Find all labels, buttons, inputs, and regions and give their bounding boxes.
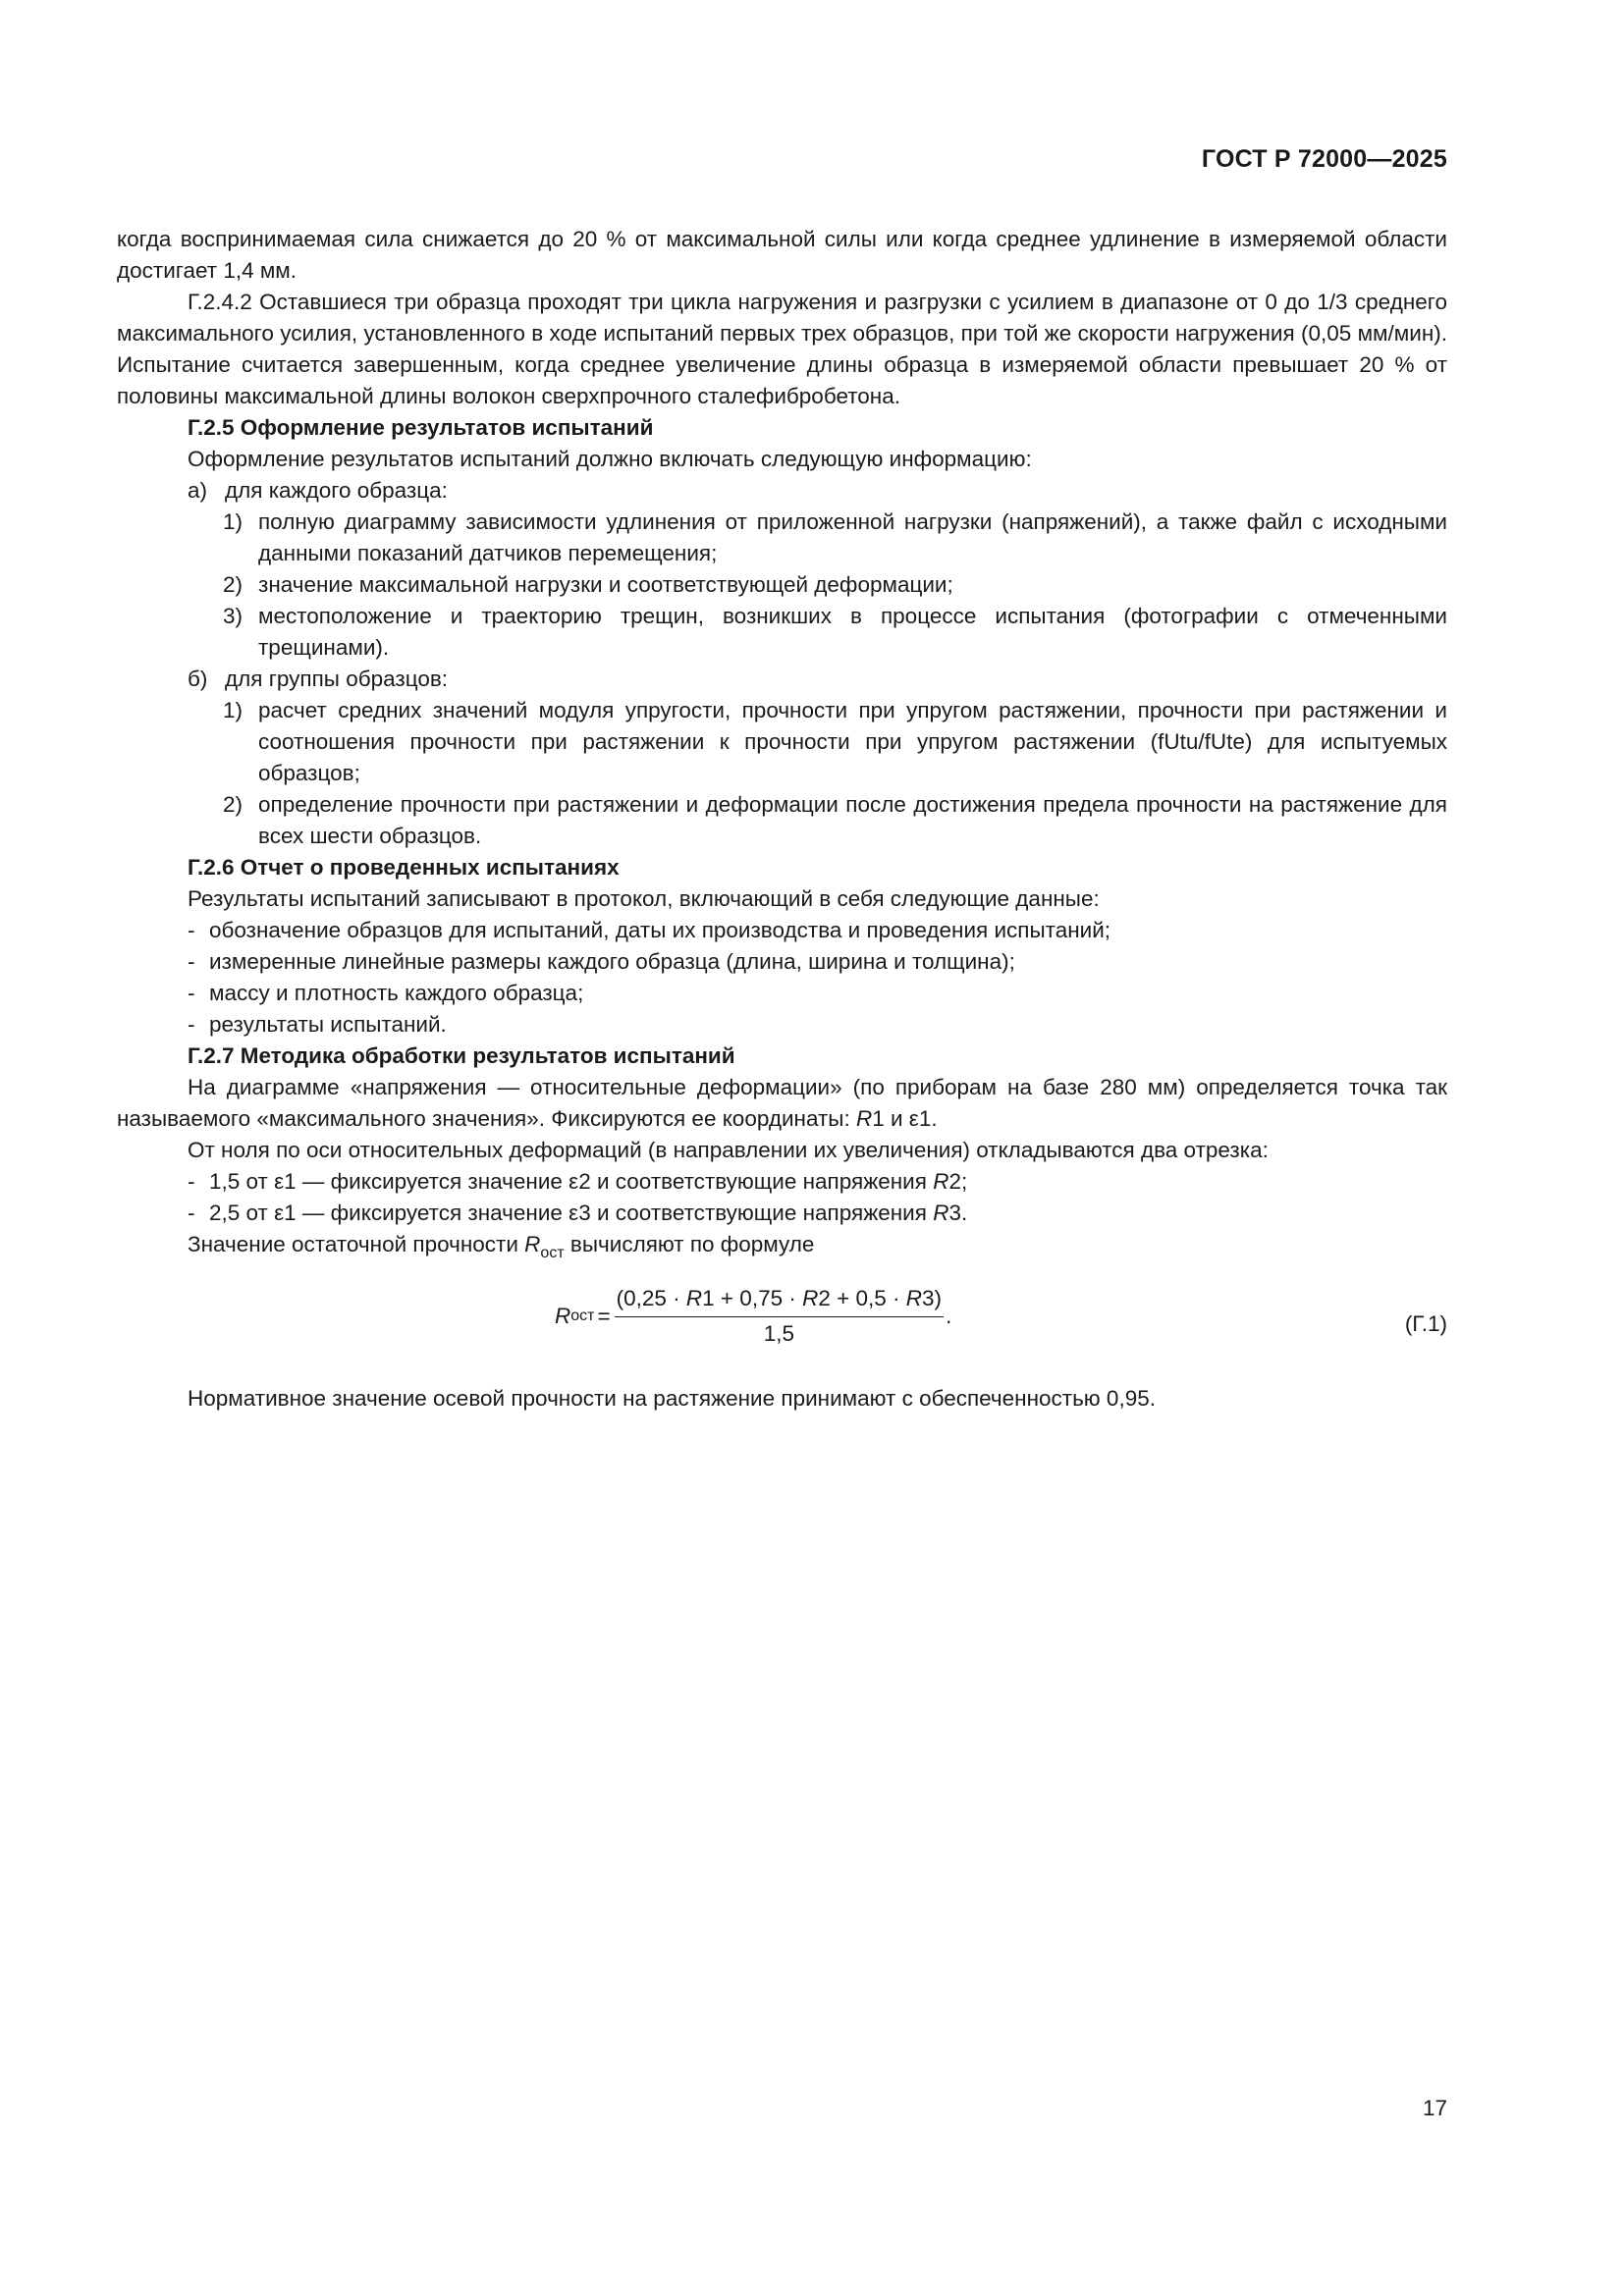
paragraph-g27-3 — [117, 1229, 1447, 1269]
list-a — [117, 475, 1447, 664]
formula-denominator: 1,5 — [763, 1321, 794, 1346]
text-run: 2; — [948, 1169, 968, 1194]
list-marker: а) — [188, 478, 208, 503]
heading-g27: Г.2.7 Методика обработки результатов испытаний — [188, 1043, 735, 1068]
symbol-r: R — [933, 1169, 949, 1194]
list-item — [117, 601, 1447, 664]
list-item — [117, 475, 1447, 507]
text-run: 3. — [948, 1201, 968, 1225]
list-item-text: обозначение образцов для испытаний, даты их производства и проведения испытаний; — [209, 918, 1111, 942]
formula-equals: = — [597, 1304, 611, 1328]
list-marker: 2) — [223, 572, 244, 597]
text-run: На диаграмме «напряжения — относительные деформации» (по приборам на базе 280 мм) определяется точка так называемого «максимального значения». Фиксируются ее координаты: — [117, 1075, 1447, 1131]
dash-marker: - — [188, 1169, 195, 1194]
symbol-r: R — [933, 1201, 949, 1225]
list-item-text: массу и плотность каждого образца; — [209, 981, 584, 1005]
list-item — [117, 569, 1447, 601]
list-item-text: результаты испытаний. — [209, 1012, 447, 1037]
formula-lhs-r: R — [555, 1304, 571, 1328]
paragraph-g25-intro: Оформление результатов испытаний должно включать следующую информацию: — [188, 447, 1032, 471]
list-item — [117, 946, 1447, 978]
list-marker: 2) — [223, 792, 244, 817]
formula-tail: . — [946, 1304, 952, 1328]
list-item-text — [209, 1166, 1447, 1198]
text-run: 1,5 от ε1 — фиксируется значение ε2 и соответствующие напряжения — [209, 1169, 934, 1194]
list-item — [117, 664, 1447, 695]
dash-list-g26 — [117, 915, 1447, 1041]
heading-g25: Г.2.5 Оформление результатов испытаний — [188, 415, 654, 440]
paragraph-g242: Г.2.4.2 Оставшиеся три образца проходят три цикла нагружения и разгрузки с усилием в диапазоне от 0 до 1/3 среднего максимального усилия, установленного в ходе испытаний первых трех образцов, при той же скорости нагружения (0,05 мм/мин). Испытание считается завершенным, когда среднее увеличение длины образца в измеряемой области превышает 20 % от половины максимальной длины волокон сверхпрочного сталефибробетона. — [117, 290, 1447, 408]
list-label: для каждого образца: — [225, 478, 448, 503]
list-item-text — [209, 1198, 1447, 1229]
list-item — [117, 915, 1447, 946]
list-item-text: значение максимальной нагрузки и соответствующей деформации; — [258, 572, 953, 597]
list-b — [117, 664, 1447, 852]
paragraph-g27-2: От ноля по оси относительных деформаций (в направлении их увеличения) откладываются два отрезка: — [188, 1138, 1269, 1162]
numerator-run: (0,25 · — [616, 1286, 686, 1310]
list-item-text: измеренные линейные размеры каждого образца (длина, ширина и толщина); — [209, 949, 1015, 974]
paragraph-g26-intro: Результаты испытаний записывают в протокол, включающий в себя следующие данные: — [188, 886, 1100, 911]
text-run: вычисляют по формуле — [564, 1232, 815, 1256]
formula-numerator — [615, 1283, 944, 1317]
list-marker: 1) — [223, 509, 244, 534]
formula-row — [117, 1283, 1447, 1362]
formula-lhs-subscript: ост — [570, 1308, 595, 1324]
symbol-r: R — [524, 1232, 541, 1256]
paragraph-continuation: когда воспринимаемая сила снижается до 20 % от максимальной силы или когда среднее удлинение в измеряемой области достигает 1,4 мм. — [117, 227, 1447, 283]
text-run: 1 и ε1. — [872, 1106, 938, 1131]
list-item-text: расчет средних значений модуля упругости, прочности при упругом растяжении, прочности при растяжении и соотношения прочности при растяжении к прочности при упругом растяжении (fUtu/fUte) для испытуемых образцов; — [258, 698, 1447, 785]
list-marker: 3) — [223, 604, 244, 628]
numerator-run: 3) — [922, 1286, 943, 1310]
list-item-text: полную диаграмму зависимости удлинения от приложенной нагрузки (напряжений), а также файл с исходными данными показаний датчиков перемещения; — [258, 509, 1447, 565]
list-item — [117, 1009, 1447, 1041]
symbol-r: R — [855, 1106, 873, 1131]
list-item — [117, 789, 1447, 852]
numerator-run: 1 + 0,75 · — [702, 1286, 803, 1310]
list-item — [117, 695, 1447, 789]
list-item — [117, 1198, 1447, 1229]
formula — [555, 1283, 951, 1350]
dash-list-g27 — [117, 1166, 1447, 1229]
dash-marker: - — [188, 981, 195, 1005]
list-marker: б) — [188, 667, 208, 691]
list-item — [117, 978, 1447, 1009]
subscript: ост — [540, 1245, 565, 1261]
dash-marker: - — [188, 949, 195, 974]
paragraph-g27-1 — [117, 1072, 1447, 1135]
dash-marker: - — [188, 918, 195, 942]
heading-g26: Г.2.6 Отчет о проведенных испытаниях — [188, 855, 620, 880]
text-run: Значение остаточной прочности — [188, 1232, 525, 1256]
list-item-text: местоположение и траекторию трещин, возникших в процессе испытания (фотографии с отмеченными трещинами). — [258, 604, 1447, 660]
text-run: 2,5 от ε1 — фиксируется значение ε3 и соответствующие напряжения — [209, 1201, 934, 1225]
list-label: для группы образцов: — [225, 667, 449, 691]
page-number: 17 — [1422, 2096, 1447, 2120]
list-item-text: определение прочности при растяжении и деформации после достижения предела прочности на растяжение для всех шести образцов. — [258, 792, 1447, 848]
list-marker: 1) — [223, 698, 244, 722]
paragraph-final: Нормативное значение осевой прочности на растяжение принимают с обеспеченностью 0,95. — [188, 1386, 1156, 1411]
numerator-run: 2 + 0,5 · — [818, 1286, 906, 1310]
equation-number: (Г.1) — [1404, 1311, 1447, 1336]
document-code: ГОСТ Р 72000—2025 — [1201, 145, 1447, 173]
numerator-r3: R — [905, 1286, 923, 1310]
numerator-r2: R — [802, 1286, 819, 1310]
list-item — [117, 1166, 1447, 1198]
formula-fraction — [615, 1283, 944, 1350]
dash-marker: - — [188, 1012, 195, 1037]
body-text — [117, 224, 1447, 1415]
dash-marker: - — [188, 1201, 195, 1225]
numerator-r1: R — [685, 1286, 703, 1310]
list-item — [117, 507, 1447, 569]
